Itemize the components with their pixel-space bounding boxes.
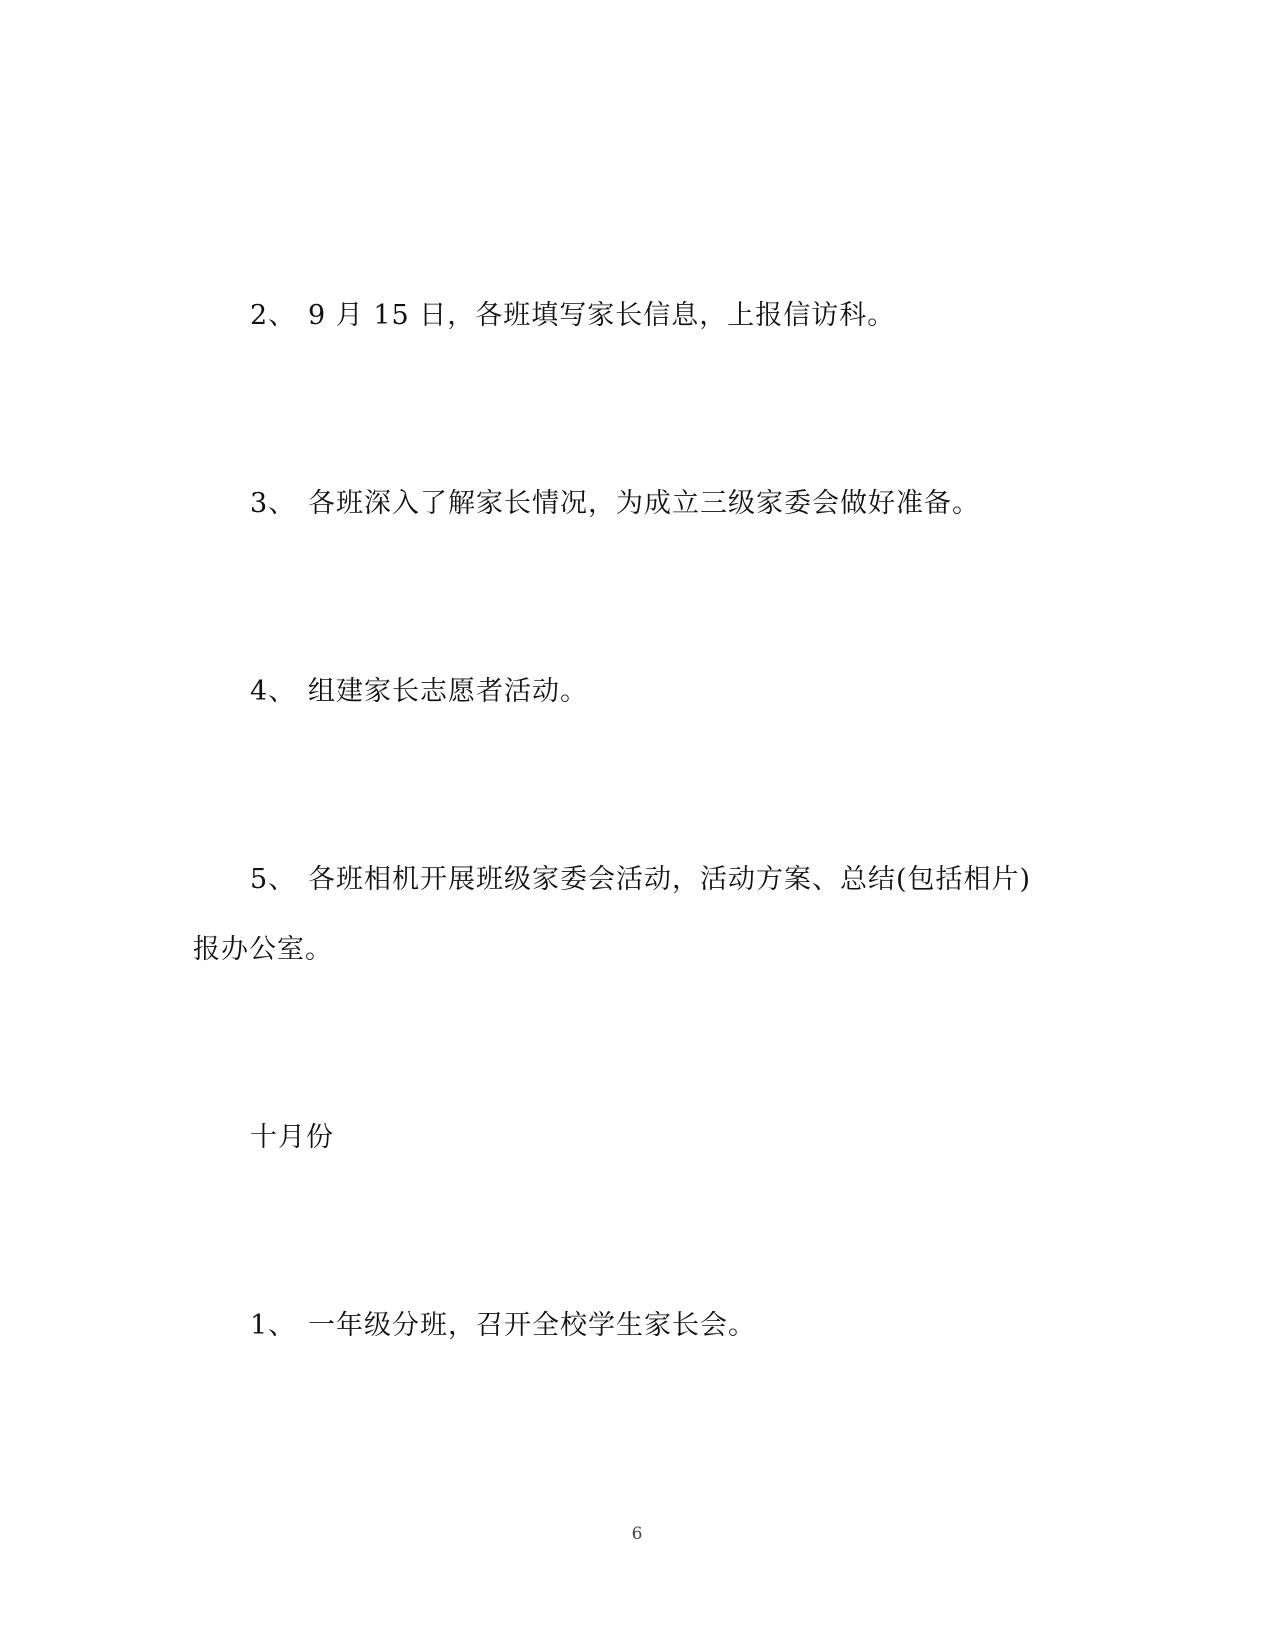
list-item-continuation <box>193 933 333 967</box>
item-number: 1、 <box>250 1310 297 1341</box>
section-heading: 十月份 <box>250 1122 334 1153</box>
page-number: 6 <box>631 1524 643 1544</box>
item-text: 组建家长志愿者活动。 <box>308 676 588 707</box>
item-text: 各班相机开展班级家委会活动，活动方案、总结(包括相片) <box>308 864 1032 895</box>
item-number: 2、 <box>250 300 297 331</box>
list-item <box>250 487 980 521</box>
item-number: 5、 <box>250 864 297 895</box>
item-text: 9 月 15 日，各班填写家长信息，上报信访科。 <box>308 300 896 331</box>
item-number: 4、 <box>250 676 297 707</box>
list-item <box>250 299 895 333</box>
list-item <box>250 675 588 709</box>
item-number: 3、 <box>250 488 297 519</box>
item-text-continuation: 报办公室。 <box>193 934 333 965</box>
item-text: 一年级分班，召开全校学生家长会。 <box>308 1310 756 1341</box>
list-item <box>250 863 1031 897</box>
list-item <box>250 1309 756 1343</box>
item-text: 各班深入了解家长情况，为成立三级家委会做好准备。 <box>308 488 980 519</box>
